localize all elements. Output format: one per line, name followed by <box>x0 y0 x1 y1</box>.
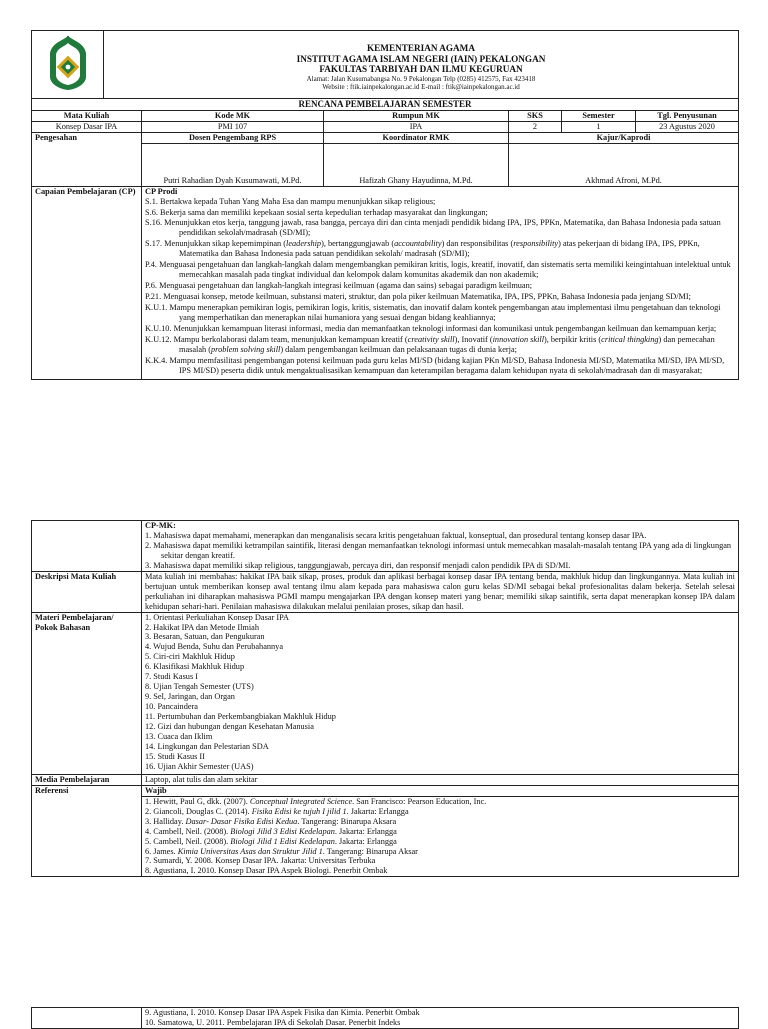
koordinator-rmk-header: Koordinator RMK <box>324 132 509 143</box>
ku12-text-d: ) dan pemecahan masalah ( <box>179 334 715 354</box>
cp-s16: S.16. Menunjukkan etos kerja, tanggung jawab, rasa bangga, percaya diri dan cinta menjadi pendidik bidang IPA, IPS, PPKn, Matematika, dan Bahasa Indonesia pada satuan pendidikan sekolah/madrasah (SD/MI); <box>145 218 721 238</box>
ref1-b: . San Francisco: Pearson Education, Inc. <box>352 796 487 806</box>
s17-italic-2: accountability <box>394 239 442 249</box>
cp-ku12 <box>145 335 735 355</box>
materi-item: 5. Ciri-ciri Makhluk Hidup <box>145 652 235 662</box>
cp-prodi-heading: CP Prodi <box>145 186 178 196</box>
cpmk-item: 3. Mahasiswa dapat memiliki sikap religious, tanggungjawab, percaya diri, dan responsif menjadi calon pendidik IPA di SD/MI. <box>145 560 571 570</box>
deskripsi-text: Mata kuliah ini membahas: hakikat IPA baik sikap, proses, produk dan aplikasi berbagai konsep dasar IPA tentang benda, makhluk hidup dan lingkungannya. Mata kuliah ini bertujuan untuk memberikan konsep awal tentang ilmu alam kepada para mahasiswa calon guru kelas SD/MI sebagai bekal profesionalitas dalam bekerja. Setelah selesai perkuliahan ini diharapkan mahasiswa PGMI mampu mengajarkan IPA dengan konsep materi yang benar; memiliki sikap saintifik, serta dapat menerapkan konsep IPA dalam kehidupan sehari-hari. Penilaian mahasiswa dilakukan melalui penilaian proses, sikap dan hasil. <box>142 571 739 612</box>
s17-text-d: ) atas pekerjaan di bidang IPA, IPS, PPKn, Matematika dan Bahasa Indonesia pada satuan pendidikan sekolah/ madrasah (SD/MI); <box>179 239 700 259</box>
col-semester: Semester <box>562 110 636 121</box>
ref4-b: . Jakarta: Erlangga <box>334 826 397 836</box>
cp-ku1: K.U.1. Mampu menerapkan pemikiran logis, pemikiran logis, kritis, sistematis, dan inovatif dalam kontek pengembangan atau implementasi ilmu pengetahuan dan teknologi yang memperhatikan dan menerapkan nilai humaniora yang sesuai dengan bidang keahliannya; <box>145 303 721 323</box>
ku12-text-e: ) dalam pengembangan keilmuan dan pelaksanaan tugas di dunia kerja; <box>280 344 517 354</box>
kajur-name-text: Akhmad Afroni, M.Pd. <box>585 175 662 185</box>
website: Website : ftik.iainpekalongan.ac.id E-mail : ftik@iainpekalongan.ac.id <box>322 83 520 92</box>
ref3-a: 3. Halliday. <box>145 816 186 826</box>
page-3 <box>31 1007 739 1029</box>
kajur-header: Kajur/Kaprodi <box>509 132 739 143</box>
rps-table-continued <box>31 520 739 877</box>
ref3-b: . Tangerang: Binarupa Aksara <box>297 816 397 826</box>
cp-p21: P.21. Menguasai konsep, metode keilmuan, substansi materi, struktur, dan pola piker keilmuan Matematika, IPA, IPS, PPKn, Bahasa Indonesia pada jenjang SD/MI; <box>145 292 691 302</box>
ku12-italic-4: problem solving skill <box>211 344 281 354</box>
dosen-name: Putri Rahadian Dyah Kusumawati, M.Pd. <box>163 175 302 185</box>
koord-name: Hafizah Ghany Hayudinna, M.Pd. <box>359 175 473 185</box>
col-mata-kuliah: Mata Kuliah <box>32 110 142 121</box>
referensi-label: Referensi <box>32 785 142 877</box>
mata-kuliah-value: Konsep Dasar IPA <box>32 121 142 132</box>
sks-value: 2 <box>509 121 562 132</box>
cpmk-item: 2. Mahasiswa dapat memiliki ketrampilan saintifik, literasi dengan memanfaatkan teknologi informasi untuk memecahkan masalah-masalah tentang IPA yang ada di lingkungan sekitar dengan kreatif. <box>145 540 732 560</box>
s17-text-b: ), bertanggungjawab ( <box>321 239 395 249</box>
ref6-a: 6. James. <box>145 846 178 856</box>
cpmk-heading: CP-MK: <box>145 521 176 530</box>
cp-s6: S.6. Bekerja sama dan memiliki kepekaan sosial serta kepedulian terhadap masyarakat dan lingkungan; <box>145 207 488 217</box>
s17-text-a: S.17. Menunjukkan sikap kepemimpinan ( <box>145 239 287 249</box>
materi-item: 3. Besaran, Satuan, dan Pengukuran <box>145 632 265 642</box>
koordinator-rmk-name <box>324 143 509 186</box>
cp-s17 <box>145 239 735 259</box>
referensi-heading: Wajib <box>142 786 738 797</box>
logo-cell <box>32 31 104 99</box>
institute-name: INSTITUT AGAMA ISLAM NEGERI (IAIN) PEKALONGAN <box>296 53 546 64</box>
referensi-item: 9. Agustiana, I. 2010. Konsep Dasar IPA Aspek Fisika dan Kimia. Penerbit Ombak <box>145 1008 420 1017</box>
cpmk-content <box>142 521 739 572</box>
ref6-b: . Tangerang: Binarupa Aksar <box>322 846 418 856</box>
cp-p4: P.4. Menguasai pengetahuan dan langkah-langkah dalam mengembangkan pemikiran kritis, logis, kreatif, inovatif, dan sistematis serta memiliki keingintahuan intelektual untuk memecahkan masalah pada tingkat individual dan kelompok dalam komunitas akademik dan non akademik; <box>145 260 731 280</box>
kode-mk-value: PMI 107 <box>142 121 324 132</box>
ku12-text-a: K.U.12. Mampu berkolaborasi dalam team, menunjukkan kemampuan kreatif ( <box>145 334 408 344</box>
ku12-italic-2: innovation skill <box>492 334 544 344</box>
faculty-name: FAKULTAS TARBIYAH DAN ILMU KEGURUAN <box>319 64 523 75</box>
pengesahan-label: Pengesahan <box>32 132 142 186</box>
ref4-a: 4. Cambell, Neil. (2008). <box>145 826 231 836</box>
s17-italic-3: responsibility <box>513 239 559 249</box>
col-kode-mk: Kode MK <box>142 110 324 121</box>
kajur-name <box>509 143 739 186</box>
referensi-item <box>145 827 735 837</box>
institution-header <box>104 31 739 99</box>
iain-logo-icon <box>38 33 98 93</box>
header-table <box>31 30 739 99</box>
ref6-title: Kimia Universitas Asas dan Struktur Jilid 1 <box>177 846 323 856</box>
ref5-a: 5. Cambell, Neil. (2008). <box>145 836 231 846</box>
materi-item: 8. Ujian Tengah Semester (UTS) <box>145 682 254 692</box>
cp-p6: P.6. Menguasai pengetahuan dan langkah-langkah integrasi keilmuan (agama dan sains) sebagai paradigm keilmuan; <box>145 281 533 291</box>
ref2-b: . Jakarta: Erlangga <box>346 806 409 816</box>
materi-item: 9. Sel, Jaringan, dan Organ <box>145 692 235 702</box>
deskripsi-label: Deskripsi Mata Kuliah <box>32 571 142 612</box>
media-label: Media Pembelajaran <box>32 774 142 785</box>
ref2-a: 2. Giancoli, Douglas C. (2014). <box>145 806 252 816</box>
rps-table <box>31 98 739 380</box>
ref2-title: Fisika Edisi ke tujuh I jilid 1 <box>251 806 347 816</box>
col-rumpun-mk: Rumpun MK <box>324 110 509 121</box>
cpmk-label-cell <box>32 521 142 572</box>
materi-item: 14. Lingkungan dan Pelestarian SDA <box>145 741 269 751</box>
referensi-item <box>145 797 735 807</box>
referensi-label-cell-cont <box>32 1008 142 1029</box>
media-text: Laptop, alat tulis dan alam sekitar <box>142 774 739 785</box>
materi-label: Materi Pembelajaran/ Pokok Bahasan <box>32 612 142 774</box>
cpmk-item: 1. Mahasiswa dapat memahami, menerapkan dan menganalisis secara kritis pengetahuan faktual, konseptual, dan prosedural tentang konsep dasar IPA. <box>145 530 647 540</box>
cp-s1: S.1. Bertakwa kepada Tuhan Yang Maha Esa dan mampu menunjukkan sikap religious; <box>145 196 436 206</box>
ku12-text-c: ), berpikir kritis ( <box>544 334 602 344</box>
materi-item: 1. Orientasi Perkuliahan Konsep Dasar IPA <box>145 612 289 622</box>
ref5-b: . Jakarta: Erlangga <box>334 836 397 846</box>
ref4-title: Biologi Jilid 3 Edisi Kedelapan <box>230 826 335 836</box>
materi-item: 2. Hakikat IPA dan Metode Ilmiah <box>145 622 259 632</box>
ku12-italic-3: critical thingking <box>601 334 659 344</box>
cp-label: Capaian Pembelajaran (CP) <box>32 186 142 379</box>
ministry-name: KEMENTERIAN AGAMA <box>367 43 475 53</box>
referensi-item: 10. Samatowa, U. 2011. Pembelajaran IPA di Sekolah Dasar. Penerbit Indeks <box>145 1017 401 1027</box>
dosen-pengembang-name <box>142 143 324 186</box>
ref1-a: 1. Hewitt, Paul G, dkk. (2007). <box>145 796 250 806</box>
materi-item: 16. Ujian Akhir Semester (UAS) <box>145 761 254 771</box>
col-sks: SKS <box>509 110 562 121</box>
cp-prodi-content <box>142 186 739 379</box>
materi-list <box>142 612 739 774</box>
materi-item: 4. Wujud Benda, Suhu dan Perubahannya <box>145 642 284 652</box>
ku12-italic-1: creativity skill <box>407 334 455 344</box>
referensi-item: 8. Agustiana, I. 2010. Konsep Dasar IPA Aspek Biologi. Penerbit Ombak <box>145 866 388 876</box>
materi-item: 10. Pancaindera <box>145 702 198 712</box>
referensi-item: 7. Sumardi, Y. 2008. Konsep Dasar IPA. Jakarta: Universitas Terbuka <box>145 856 376 866</box>
cp-kk4: K.K.4. Mampu memfasilitasi pengembangan potensi keilmuan pada guru kelas MI/SD (bidang kajian PKn MI/SD, Bahasa Indonesia MI/SD, Matematika MI/SD, IPA MI/SD, IPS MI/SD) peserta didik untuk mengaktualisasikan kemampuan dan keterampilan beragama dalam kehidupan nyata di sekolah/madrasah dan di masyarakat; <box>145 355 725 375</box>
materi-item: 7. Studi Kasus I <box>145 672 199 682</box>
materi-item: 15. Studi Kasus II <box>145 751 205 761</box>
referensi-list <box>142 785 739 877</box>
cp-ku10: K.U.10. Menunjukkan kemampuan literasi informasi, media dan memanfaatkan teknologi informasi dan komunikasi untuk pengembangan keilmuan dan kemampuan kerja; <box>145 324 717 333</box>
rps-table-continued-2 <box>31 1007 739 1029</box>
document-title: RENCANA PEMBELAJARAN SEMESTER <box>32 98 739 110</box>
materi-item: 12. Gizi dan hubungan dengan Kesehatan Manusia <box>145 722 314 732</box>
page-2 <box>31 520 739 877</box>
materi-item: 11. Pertumbuhan dan Perkembangbiakan Makhluk Hidup <box>145 712 336 722</box>
tgl-penyusunan-value: 23 Agustus 2020 <box>636 121 739 132</box>
referensi-item <box>145 847 735 857</box>
rumpun-mk-value: IPA <box>324 121 509 132</box>
col-tgl-penyusunan: Tgl. Penyusunan <box>636 110 739 121</box>
referensi-item <box>145 807 735 817</box>
s17-text-c: ) dan responsibilitas ( <box>441 239 514 249</box>
ref1-title: Conceptual Integrated Science <box>249 796 353 806</box>
materi-item: 6. Klasifikasi Makhluk Hidup <box>145 662 245 672</box>
s17-italic-1: leadership <box>286 239 322 249</box>
materi-item: 13. Cuaca dan Iklim <box>145 732 213 742</box>
semester-value: 1 <box>562 121 636 132</box>
page-2-bottom-rule <box>32 877 739 878</box>
ref5-title: Biologi Jilid 1 Edisi Kedelapan <box>230 836 335 846</box>
referensi-list-cont <box>142 1008 739 1029</box>
ku12-text-b: ), Inovatif ( <box>454 334 493 344</box>
dosen-pengembang-header: Dosen Pengembang RPS <box>142 132 324 143</box>
referensi-item <box>145 837 735 847</box>
referensi-item <box>145 817 735 827</box>
address: Alamat: Jalan Kusumabangsa No. 9 Pekalongan Telp (0285) 412575, Fax 423418 <box>306 74 536 83</box>
ref3-title: Dasar- Dasar Fisika Edisi Kedua <box>185 816 298 826</box>
page-1 <box>31 30 739 380</box>
